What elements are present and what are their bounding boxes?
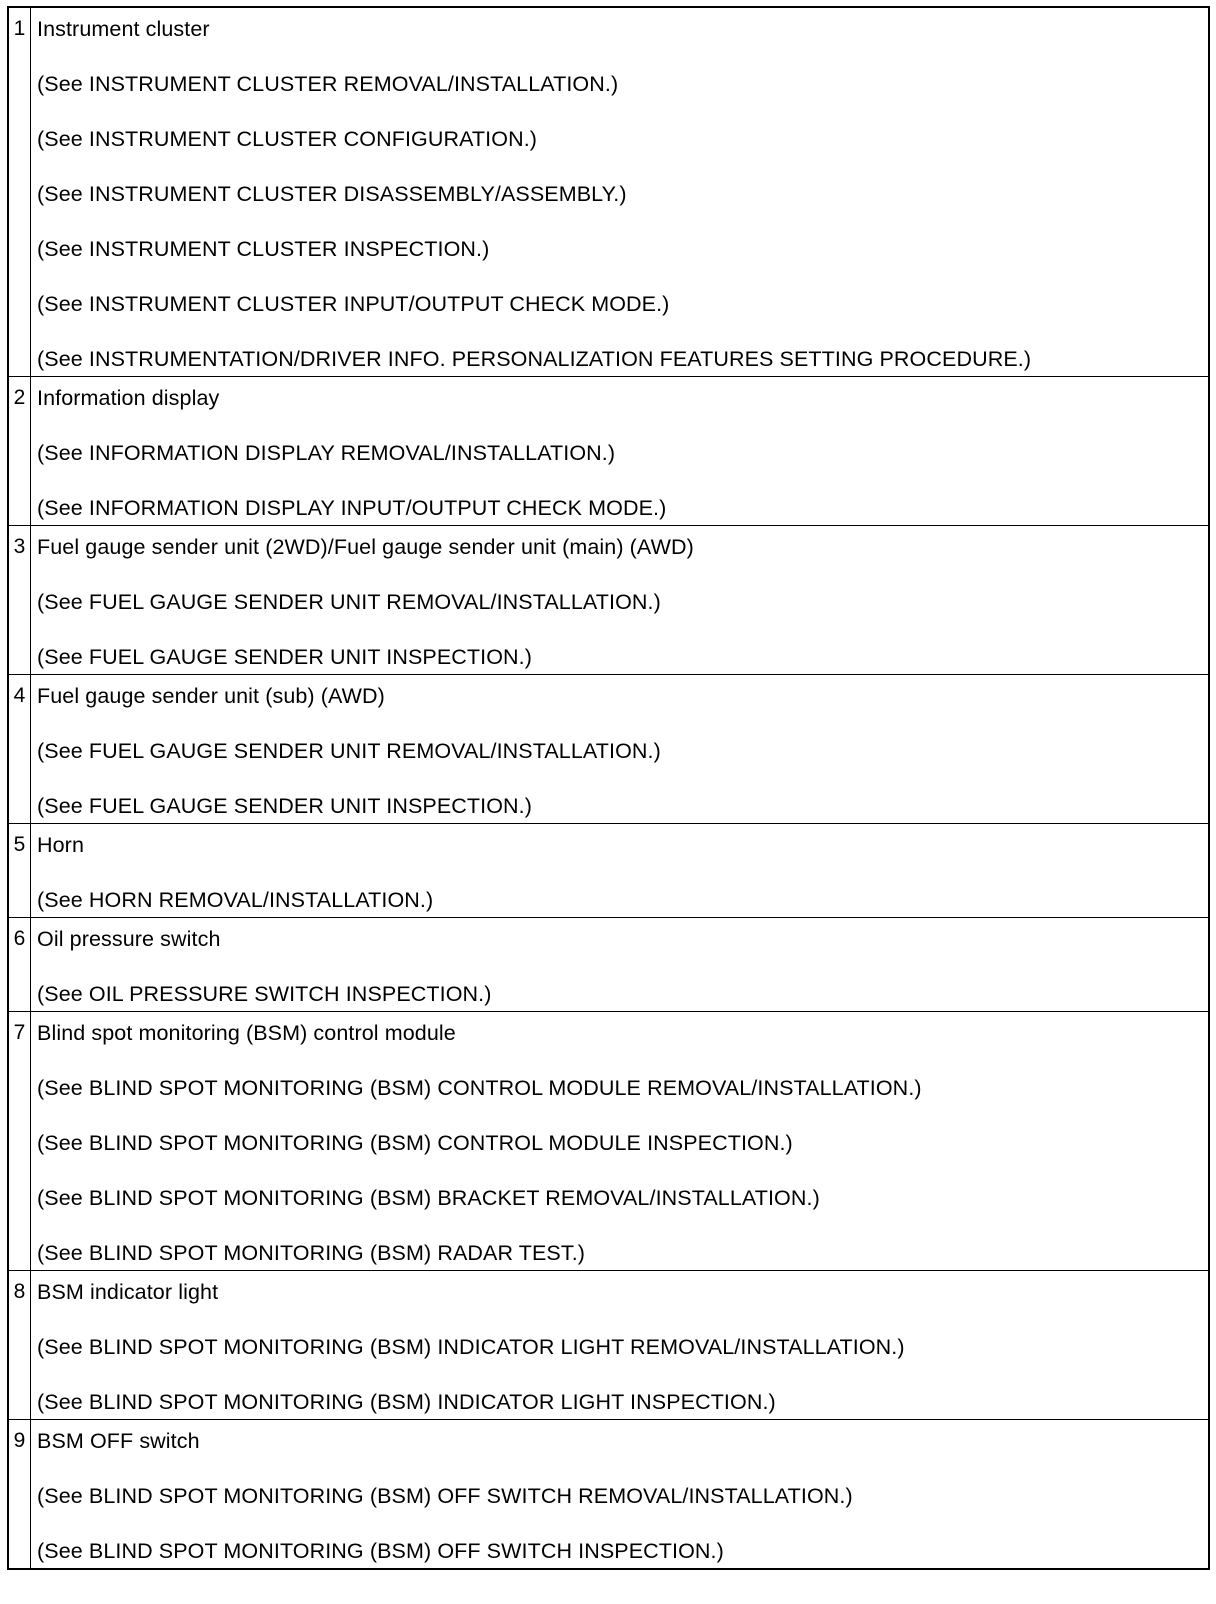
item-number: 5 xyxy=(9,824,31,917)
procedure-reference-link[interactable]: (See HORN REMOVAL/INSTALLATION.) xyxy=(37,888,434,912)
component-reference-table xyxy=(7,6,1210,1570)
procedure-reference-link[interactable]: (See FUEL GAUGE SENDER UNIT REMOVAL/INSTALLATION.) xyxy=(37,590,661,614)
item-content xyxy=(31,918,1208,1011)
item-number: 8 xyxy=(9,1271,31,1419)
item-content xyxy=(31,1271,1208,1419)
item-content xyxy=(31,675,1208,823)
component-name: Information display xyxy=(37,386,220,410)
procedure-reference-link[interactable]: (See INFORMATION DISPLAY REMOVAL/INSTALLATION.) xyxy=(37,441,616,465)
procedure-reference-link[interactable]: (See BLIND SPOT MONITORING (BSM) INDICATOR LIGHT INSPECTION.) xyxy=(37,1390,776,1414)
procedure-reference-link[interactable]: (See INSTRUMENT CLUSTER INPUT/OUTPUT CHECK MODE.) xyxy=(37,292,670,316)
table-row xyxy=(9,674,1208,823)
table-row xyxy=(9,525,1208,674)
component-name: Oil pressure switch xyxy=(37,927,221,951)
component-name: Fuel gauge sender unit (2WD)/Fuel gauge sender unit (main) (AWD) xyxy=(37,535,694,559)
item-content xyxy=(31,1420,1208,1568)
procedure-reference-link[interactable]: (See BLIND SPOT MONITORING (BSM) BRACKET REMOVAL/INSTALLATION.) xyxy=(37,1186,820,1210)
table-row xyxy=(9,376,1208,525)
procedure-reference-link[interactable]: (See INSTRUMENT CLUSTER INSPECTION.) xyxy=(37,237,490,261)
component-name: BSM indicator light xyxy=(37,1280,219,1304)
table-row xyxy=(9,1270,1208,1419)
procedure-reference-link[interactable]: (See FUEL GAUGE SENDER UNIT REMOVAL/INSTALLATION.) xyxy=(37,739,661,763)
table-row xyxy=(9,8,1208,376)
item-content xyxy=(31,8,1208,376)
item-number: 6 xyxy=(9,918,31,1011)
item-number: 2 xyxy=(9,377,31,525)
procedure-reference-link[interactable]: (See BLIND SPOT MONITORING (BSM) INDICATOR LIGHT REMOVAL/INSTALLATION.) xyxy=(37,1335,905,1359)
table-row xyxy=(9,917,1208,1011)
table-row xyxy=(9,1011,1208,1270)
procedure-reference-link[interactable]: (See INSTRUMENT CLUSTER REMOVAL/INSTALLATION.) xyxy=(37,72,619,96)
component-name: Fuel gauge sender unit (sub) (AWD) xyxy=(37,684,385,708)
item-content xyxy=(31,377,1208,525)
item-number: 7 xyxy=(9,1012,31,1270)
procedure-reference-link[interactable]: (See BLIND SPOT MONITORING (BSM) OFF SWITCH INSPECTION.) xyxy=(37,1539,724,1563)
component-name: Blind spot monitoring (BSM) control module xyxy=(37,1021,456,1045)
procedure-reference-link[interactable]: (See INSTRUMENTATION/DRIVER INFO. PERSONALIZATION FEATURES SETTING PROCEDURE.) xyxy=(37,347,1032,371)
procedure-reference-link[interactable]: (See INFORMATION DISPLAY INPUT/OUTPUT CHECK MODE.) xyxy=(37,496,667,520)
item-content xyxy=(31,526,1208,674)
component-name: Instrument cluster xyxy=(37,17,210,41)
procedure-reference-link[interactable]: (See INSTRUMENT CLUSTER CONFIGURATION.) xyxy=(37,127,538,151)
procedure-reference-link[interactable]: (See FUEL GAUGE SENDER UNIT INSPECTION.) xyxy=(37,794,533,818)
item-content xyxy=(31,1012,1208,1270)
procedure-reference-link[interactable]: (See BLIND SPOT MONITORING (BSM) OFF SWITCH REMOVAL/INSTALLATION.) xyxy=(37,1484,853,1508)
procedure-reference-link[interactable]: (See OIL PRESSURE SWITCH INSPECTION.) xyxy=(37,982,492,1006)
item-number: 1 xyxy=(9,8,31,376)
table-row xyxy=(9,823,1208,917)
table-row xyxy=(9,1419,1208,1568)
component-name: Horn xyxy=(37,833,85,857)
procedure-reference-link[interactable]: (See BLIND SPOT MONITORING (BSM) RADAR TEST.) xyxy=(37,1241,586,1265)
item-number: 3 xyxy=(9,526,31,674)
item-number: 4 xyxy=(9,675,31,823)
procedure-reference-link[interactable]: (See BLIND SPOT MONITORING (BSM) CONTROL MODULE INSPECTION.) xyxy=(37,1131,793,1155)
component-name: BSM OFF switch xyxy=(37,1429,200,1453)
procedure-reference-link[interactable]: (See INSTRUMENT CLUSTER DISASSEMBLY/ASSEMBLY.) xyxy=(37,182,627,206)
item-content xyxy=(31,824,1208,917)
item-number: 9 xyxy=(9,1420,31,1568)
procedure-reference-link[interactable]: (See FUEL GAUGE SENDER UNIT INSPECTION.) xyxy=(37,645,533,669)
procedure-reference-link[interactable]: (See BLIND SPOT MONITORING (BSM) CONTROL MODULE REMOVAL/INSTALLATION.) xyxy=(37,1076,922,1100)
